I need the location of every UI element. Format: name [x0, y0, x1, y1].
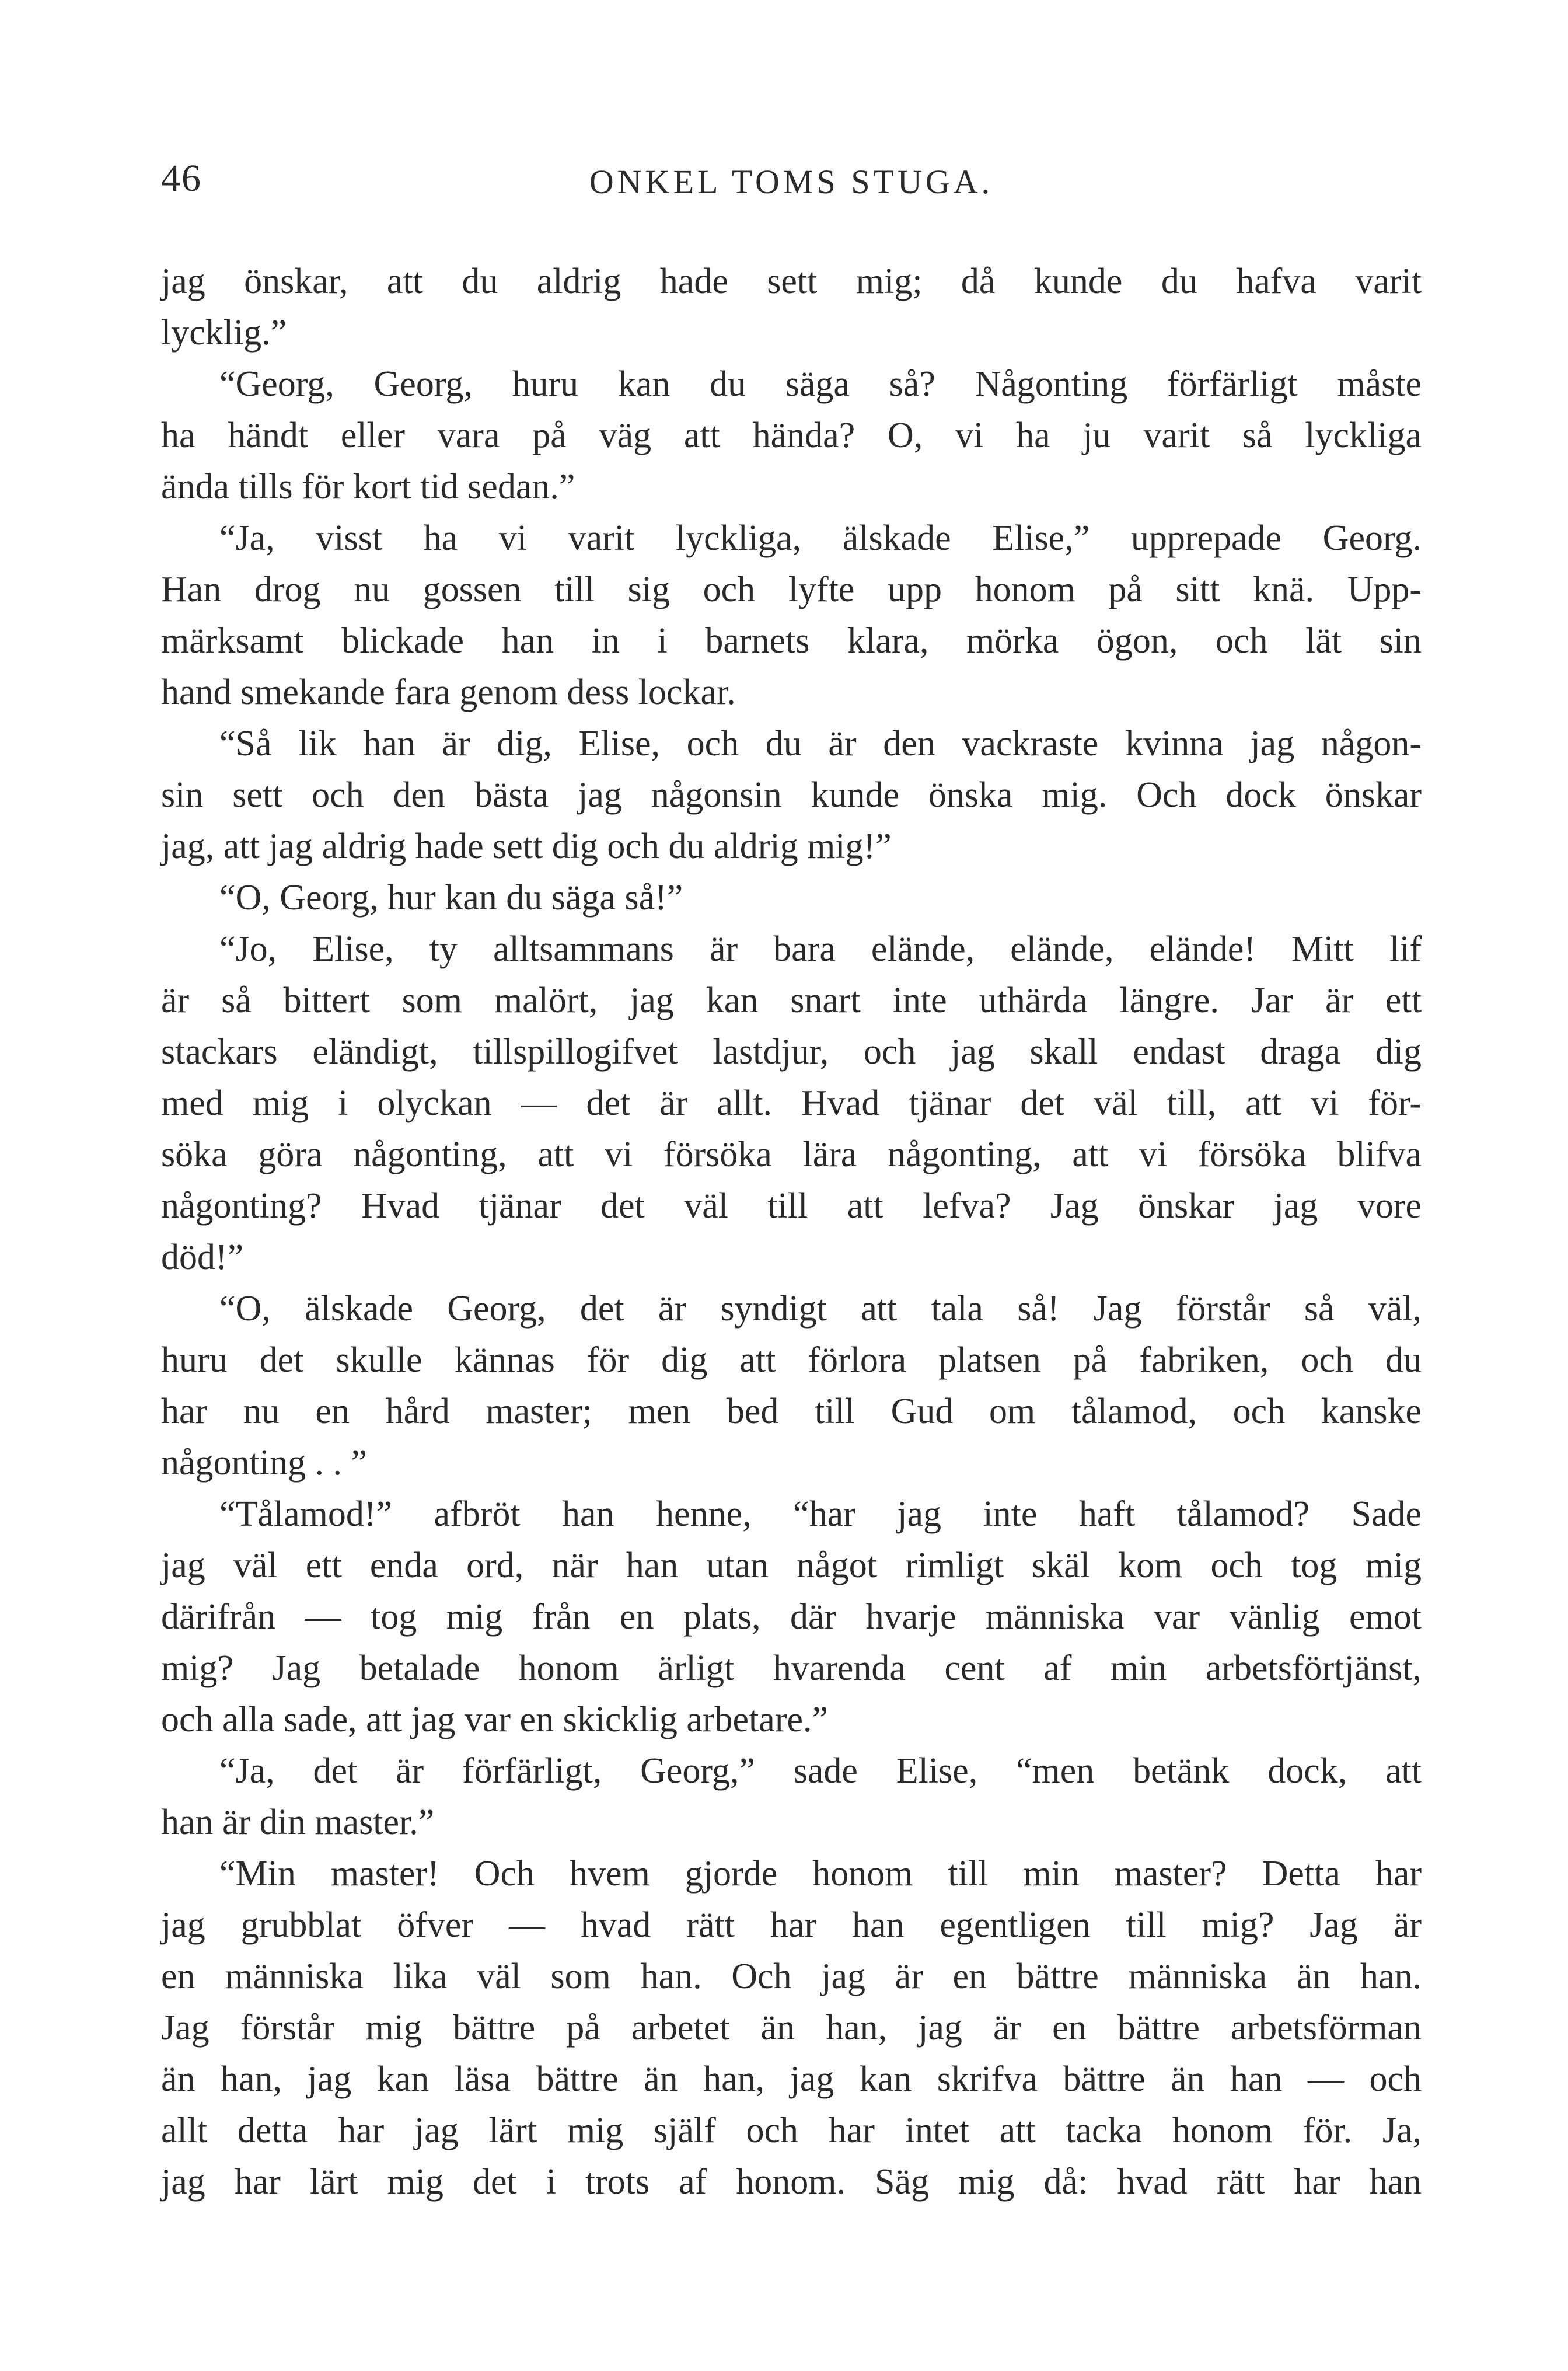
text-line: “Georg, Georg, huru kan du säga så? Någonting förfärligt måste: [219, 364, 1422, 404]
text-line: “Så lik han är dig, Elise, och du är den vackraste kvinna jag någon-: [219, 724, 1422, 763]
text-line: märksamt blickade han in i barnets klara, mörka ögon, och lät sin: [161, 621, 1422, 661]
text-line: “Min master! Och hvem gjorde honom till min master? Detta har: [219, 1854, 1422, 1894]
text-line: “Tålamod!” afbröt han henne, “har jag inte haft tålamod? Sade: [219, 1494, 1422, 1534]
text-line: jag har lärt mig det i trots af honom. Säg mig då: hvad rätt har han: [161, 2162, 1422, 2202]
text-line: allt detta har jag lärt mig själf och har intet att tacka honom för. Ja,: [161, 2111, 1422, 2150]
page-number: 46: [161, 157, 202, 200]
text-line: Jag förstår mig bättre på arbetet än han, jag är en bättre arbetsförman: [161, 2008, 1422, 2048]
text-line: och alla sade, att jag var en skicklig arbetare.”: [161, 1700, 829, 1739]
text-line: någonting? Hvad tjänar det väl till att lefva? Jag önskar jag vore: [161, 1186, 1422, 1226]
text-line: har nu en hård master; men bed till Gud om tålamod, och kanske: [161, 1392, 1422, 1431]
text-line: “O, Georg, hur kan du säga så!”: [219, 878, 683, 918]
text-line: är så bittert som malört, jag kan snart inte uthärda längre. Jar är ett: [161, 981, 1422, 1020]
page-header: [161, 156, 1422, 221]
text-line: jag önskar, att du aldrig hade sett mig; då kunde du hafva varit: [161, 261, 1422, 301]
text-line: jag grubblat öfver — hvad rätt har han egentligen till mig? Jag är: [161, 1905, 1422, 1945]
text-line: någonting . . ”: [161, 1443, 367, 1483]
text-line: med mig i olyckan — det är allt. Hvad tjänar det väl till, att vi för-: [161, 1083, 1422, 1123]
text-line: än han, jag kan läsa bättre än han, jag kan skrifva bättre än han — och: [161, 2059, 1422, 2099]
text-line: “Ja, visst ha vi varit lyckliga, älskade Elise,” upprepade Georg.: [219, 518, 1422, 558]
text-line: därifrån — tog mig från en plats, där hvarje människa var vänlig emot: [161, 1597, 1422, 1637]
text-line: “O, älskade Georg, det är syndigt att tala så! Jag förstår så väl,: [219, 1289, 1422, 1329]
text-line: lycklig.”: [161, 313, 287, 353]
text-line: jag väl ett enda ord, när han utan något rimligt skäl kom och tog mig: [161, 1546, 1422, 1585]
text-line: mig? Jag betalade honom ärligt hvarenda cent af min arbetsförtjänst,: [161, 1648, 1422, 1688]
text-line: ända tills för kort tid sedan.”: [161, 467, 575, 507]
text-line: jag, att jag aldrig hade sett dig och du aldrig mig!”: [161, 827, 892, 866]
body-text: [161, 256, 1422, 2208]
text-line: Han drog nu gossen till sig och lyfte upp honom på sitt knä. Upp-: [161, 570, 1422, 609]
text-line: “Jo, Elise, ty alltsammans är bara elände, elände, elände! Mitt lif: [219, 929, 1422, 969]
text-line: han är din master.”: [161, 1802, 435, 1842]
text-line: huru det skulle kännas för dig att förlora platsen på fabriken, och du: [161, 1340, 1422, 1380]
text-line: hand smekande fara genom dess lockar.: [161, 672, 736, 712]
text-line: en människa lika väl som han. Och jag är en bättre människa än han.: [161, 1957, 1422, 1996]
text-line: sin sett och den bästa jag någonsin kunde önska mig. Och dock önskar: [161, 775, 1422, 815]
text-line: död!”: [161, 1237, 244, 1277]
text-line: stackars eländigt, tillspillogifvet lastdjur, och jag skall endast draga dig: [161, 1032, 1422, 1072]
text-line: söka göra någonting, att vi försöka lära någonting, att vi försöka blifva: [161, 1135, 1422, 1174]
text-line: “Ja, det är förfärligt, Georg,” sade Elise, “men betänk dock, att: [219, 1751, 1422, 1791]
text-line: ha händt eller vara på väg att hända? O, vi ha ju varit så lyckliga: [161, 416, 1422, 455]
running-title: ONKEL TOMS STUGA.: [589, 163, 994, 201]
